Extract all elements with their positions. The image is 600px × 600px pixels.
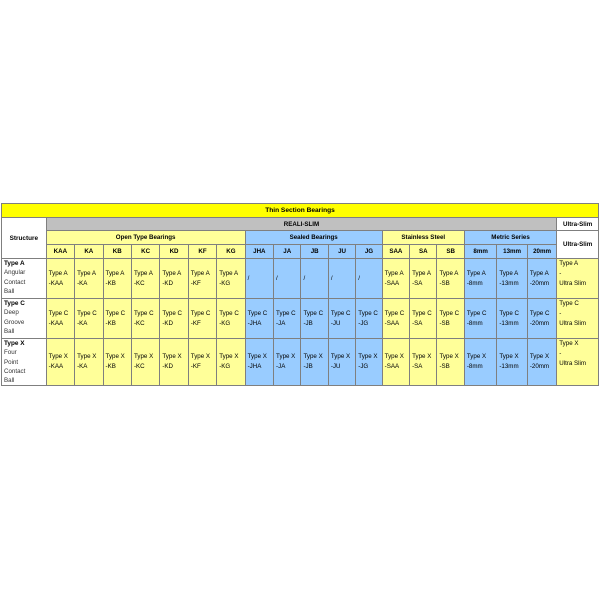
- cell-line: -JA: [276, 319, 286, 327]
- cell-line: -13mm: [499, 279, 519, 287]
- cell-line: -13mm: [499, 363, 519, 371]
- structure-type: Type A: [4, 260, 25, 267]
- ultra-slim-header: Ultra-Slim: [557, 231, 599, 259]
- cell-line: Type C: [529, 309, 550, 317]
- table-cell: [188, 339, 216, 386]
- cell-line: Type C: [384, 309, 405, 317]
- table-cell: [527, 299, 556, 339]
- table-cell: [160, 299, 188, 339]
- structure-type: Type X: [4, 340, 25, 347]
- cell-line: Type X: [358, 353, 378, 361]
- cell-line: Type A: [133, 269, 153, 277]
- table-cell: [301, 259, 328, 299]
- table-cell: [527, 339, 556, 386]
- table-cell: [497, 299, 527, 339]
- cell-line: Type C: [358, 309, 378, 317]
- cell-line: -JHA: [247, 319, 262, 327]
- table-cell: [328, 259, 355, 299]
- cell-line: Type X: [384, 353, 404, 361]
- ultra-slim-cell: [557, 299, 599, 339]
- column-header: KG: [217, 245, 245, 259]
- cell-line: Type A: [499, 269, 519, 277]
- cell-line: -KC: [133, 319, 145, 327]
- cell-line: -KA: [77, 279, 88, 287]
- column-header: 8mm: [464, 245, 496, 259]
- cell-line: -SA: [412, 279, 423, 287]
- table-cell: [328, 299, 355, 339]
- cell-line: -KD: [162, 279, 174, 287]
- table-cell: [75, 259, 103, 299]
- table-cell: [464, 299, 496, 339]
- ultra-line: Type C: [559, 300, 579, 307]
- cell-line: -KAA: [48, 363, 64, 371]
- column-header: 13mm: [497, 245, 527, 259]
- cell-line: Type X: [303, 353, 323, 361]
- cell-line: Type X: [48, 353, 68, 361]
- cell-line: -SB: [439, 363, 450, 371]
- cell-line: Type X: [276, 353, 296, 361]
- table-row: [2, 259, 599, 299]
- cell-line: -20mm: [529, 279, 550, 287]
- cell-line: -SAA: [384, 363, 400, 371]
- ultra-line: Type A: [559, 260, 579, 267]
- ultra-line: -: [559, 350, 562, 357]
- cell-line: -8mm: [466, 319, 483, 327]
- table-cell: [527, 259, 556, 299]
- cell-line: /: [358, 274, 360, 282]
- table-cell: [274, 259, 301, 299]
- cell-line: Type X: [247, 353, 267, 361]
- cell-line: -SB: [439, 279, 450, 287]
- cell-line: Type C: [276, 309, 296, 317]
- cell-line: -SA: [412, 319, 423, 327]
- cell-line: -KC: [133, 363, 145, 371]
- ultra-line: -: [559, 270, 562, 277]
- column-header: SAA: [382, 245, 409, 259]
- table-cell: [437, 339, 464, 386]
- table-cell: [131, 339, 159, 386]
- table-cell: [160, 339, 188, 386]
- column-header: JU: [328, 245, 355, 259]
- cell-line: Type A: [190, 269, 210, 277]
- cell-line: Type C: [219, 309, 239, 317]
- ultra-slim-cell: [557, 339, 599, 386]
- cell-line: -13mm: [499, 319, 519, 327]
- column-header: 20mm: [527, 245, 556, 259]
- cell-line: -JHA: [247, 363, 262, 371]
- cell-line: Type X: [499, 353, 519, 361]
- cell-line: -JB: [303, 363, 313, 371]
- cell-line: -KF: [190, 363, 201, 371]
- cell-line: Type C: [190, 309, 211, 317]
- structure-cell: [2, 339, 47, 386]
- table-cell: [188, 299, 216, 339]
- cell-line: -SB: [439, 319, 450, 327]
- cell-line: Type X: [133, 353, 154, 361]
- table-cell: [217, 339, 245, 386]
- column-header: KF: [188, 245, 216, 259]
- structure-desc-line: Ball: [4, 287, 15, 295]
- cell-line: Type C: [133, 309, 154, 317]
- table-cell: [245, 339, 273, 386]
- cell-line: Type C: [77, 309, 97, 317]
- cell-line: -KF: [190, 279, 201, 287]
- table-cell: [464, 339, 496, 386]
- table-cell: [410, 299, 437, 339]
- cell-line: Type A: [105, 269, 125, 277]
- cell-line: Type A: [529, 269, 549, 277]
- table-cell: [46, 299, 74, 339]
- cell-line: Type A: [384, 269, 404, 277]
- structure-type: Type C: [4, 300, 25, 307]
- cell-line: Type A: [439, 269, 459, 277]
- structure-desc-line: Ball: [4, 377, 15, 385]
- cell-line: -20mm: [529, 319, 550, 327]
- cell-line: -8mm: [466, 363, 483, 371]
- cell-line: Type C: [330, 309, 351, 317]
- cell-line: -KB: [105, 319, 116, 327]
- table-cell: [245, 259, 273, 299]
- ultra-line: -: [559, 310, 562, 317]
- bearings-table: [1, 203, 599, 386]
- cell-line: -KD: [162, 319, 174, 327]
- table-cell: [382, 259, 409, 299]
- table-cell: [356, 299, 382, 339]
- cell-line: Type A: [77, 269, 97, 277]
- structure-desc-line: Point: [4, 358, 19, 366]
- cell-line: Type X: [439, 353, 459, 361]
- cell-line: Type C: [162, 309, 182, 317]
- structure-desc-line: Ball: [4, 327, 15, 335]
- cell-line: Type C: [499, 309, 519, 317]
- cell-line: -KG: [219, 363, 231, 371]
- cell-line: Type X: [105, 353, 125, 361]
- cell-line: /: [276, 274, 278, 282]
- table-cell: [274, 339, 301, 386]
- table-cell: [46, 259, 74, 299]
- table-cell: [103, 259, 131, 299]
- structure-desc-line: Deep: [4, 309, 19, 317]
- cell-line: -KB: [105, 279, 116, 287]
- cell-line: -JG: [358, 319, 369, 327]
- metric-group: Metric Series: [464, 231, 556, 245]
- ultra-line: Ultra Slim: [559, 280, 587, 287]
- table-row: [2, 339, 599, 386]
- table-cell: [46, 339, 74, 386]
- table-cell: [75, 299, 103, 339]
- cell-line: Type C: [466, 309, 487, 317]
- table-cell: [301, 299, 328, 339]
- column-header: SA: [410, 245, 437, 259]
- cell-line: Type X: [77, 353, 97, 361]
- table-cell: [410, 339, 437, 386]
- cell-line: -KB: [105, 363, 116, 371]
- cell-line: -KA: [77, 363, 88, 371]
- cell-line: Type X: [190, 353, 211, 361]
- cell-line: -SAA: [384, 319, 400, 327]
- ultra-slim-header-top: Ultra-Slim: [557, 218, 599, 231]
- cell-line: Type C: [412, 309, 432, 317]
- cell-line: Type A: [412, 269, 431, 277]
- cell-line: -KAA: [48, 279, 64, 287]
- cell-line: -8mm: [466, 279, 483, 287]
- stainless-group: Stainless Steel: [382, 231, 464, 245]
- cell-line: Type C: [303, 309, 324, 317]
- cell-line: -SAA: [384, 279, 400, 287]
- cell-line: Type C: [439, 309, 460, 317]
- cell-line: /: [330, 274, 333, 282]
- ultra-line: Ultra Slim: [559, 320, 587, 327]
- cell-line: Type C: [48, 309, 69, 317]
- table-cell: [103, 339, 131, 386]
- table-cell: [464, 259, 496, 299]
- column-header: JA: [274, 245, 301, 259]
- cell-line: Type A: [219, 269, 239, 277]
- structure-desc-line: Contact: [4, 367, 26, 375]
- table-cell: [410, 259, 437, 299]
- structure-header: Structure: [2, 218, 47, 259]
- cell-line: -JB: [303, 319, 313, 327]
- table-cell: [437, 259, 464, 299]
- cell-line: -KC: [133, 279, 145, 287]
- cell-line: /: [303, 274, 306, 282]
- table-cell: [497, 339, 527, 386]
- cell-line: Type A: [162, 269, 182, 277]
- cell-line: Type X: [529, 353, 550, 361]
- table-cell: [245, 299, 273, 339]
- structure-cell: [2, 259, 47, 299]
- table-title: Thin Section Bearings: [2, 204, 599, 218]
- cell-line: Type X: [466, 353, 487, 361]
- table-cell: [217, 259, 245, 299]
- ultra-line: Ultra Slim: [559, 360, 587, 367]
- column-header: JG: [356, 245, 382, 259]
- table-cell: [131, 299, 159, 339]
- cell-line: -JU: [330, 363, 341, 371]
- cell-line: -SA: [412, 363, 423, 371]
- structure-desc-line: Four: [4, 349, 17, 357]
- cell-line: -KAA: [48, 319, 64, 327]
- cell-line: -KD: [162, 363, 174, 371]
- column-header: KA: [75, 245, 103, 259]
- table-cell: [437, 299, 464, 339]
- cell-line: -KG: [219, 279, 231, 287]
- table-cell: [75, 339, 103, 386]
- structure-desc-line: Groove: [4, 318, 25, 326]
- cell-line: Type X: [219, 353, 239, 361]
- cell-line: Type X: [412, 353, 432, 361]
- ultra-line: Type X: [559, 340, 579, 347]
- cell-line: Type X: [330, 353, 351, 361]
- cell-line: -KG: [219, 319, 231, 327]
- cell-line: -JU: [330, 319, 341, 327]
- cell-line: Type A: [48, 269, 68, 277]
- realislim-header: REALI-SLIM: [46, 218, 557, 231]
- cell-line: -JG: [358, 363, 369, 371]
- table-cell: [382, 299, 409, 339]
- cell-line: Type A: [466, 269, 486, 277]
- table-cell: [382, 339, 409, 386]
- open-type-group: Open Type Bearings: [46, 231, 245, 245]
- table-cell: [217, 299, 245, 339]
- column-header: KC: [131, 245, 159, 259]
- cell-line: /: [247, 274, 250, 282]
- table-cell: [301, 339, 328, 386]
- cell-line: -KA: [77, 319, 88, 327]
- table-cell: [188, 259, 216, 299]
- structure-desc-line: Contact: [4, 278, 26, 286]
- column-header: KD: [160, 245, 188, 259]
- ultra-slim-cell: [557, 259, 599, 299]
- structure-cell: [2, 299, 47, 339]
- table-cell: [160, 259, 188, 299]
- structure-desc-line: Angular: [4, 269, 26, 277]
- column-header: KAA: [46, 245, 74, 259]
- table-cell: [274, 299, 301, 339]
- column-header: JB: [301, 245, 328, 259]
- column-header: SB: [437, 245, 464, 259]
- table-cell: [131, 259, 159, 299]
- column-header: KB: [103, 245, 131, 259]
- table-cell: [328, 339, 355, 386]
- column-header: JHA: [245, 245, 273, 259]
- cell-line: Type C: [105, 309, 126, 317]
- table-cell: [356, 259, 382, 299]
- cell-line: Type C: [247, 309, 268, 317]
- cell-line: Type X: [162, 353, 182, 361]
- table-cell: [497, 259, 527, 299]
- cell-line: -KF: [190, 319, 201, 327]
- table-cell: [103, 299, 131, 339]
- sealed-group: Sealed Bearings: [245, 231, 382, 245]
- table-row: [2, 299, 599, 339]
- cell-line: -20mm: [529, 363, 550, 371]
- cell-line: -JA: [276, 363, 286, 371]
- table-cell: [356, 339, 382, 386]
